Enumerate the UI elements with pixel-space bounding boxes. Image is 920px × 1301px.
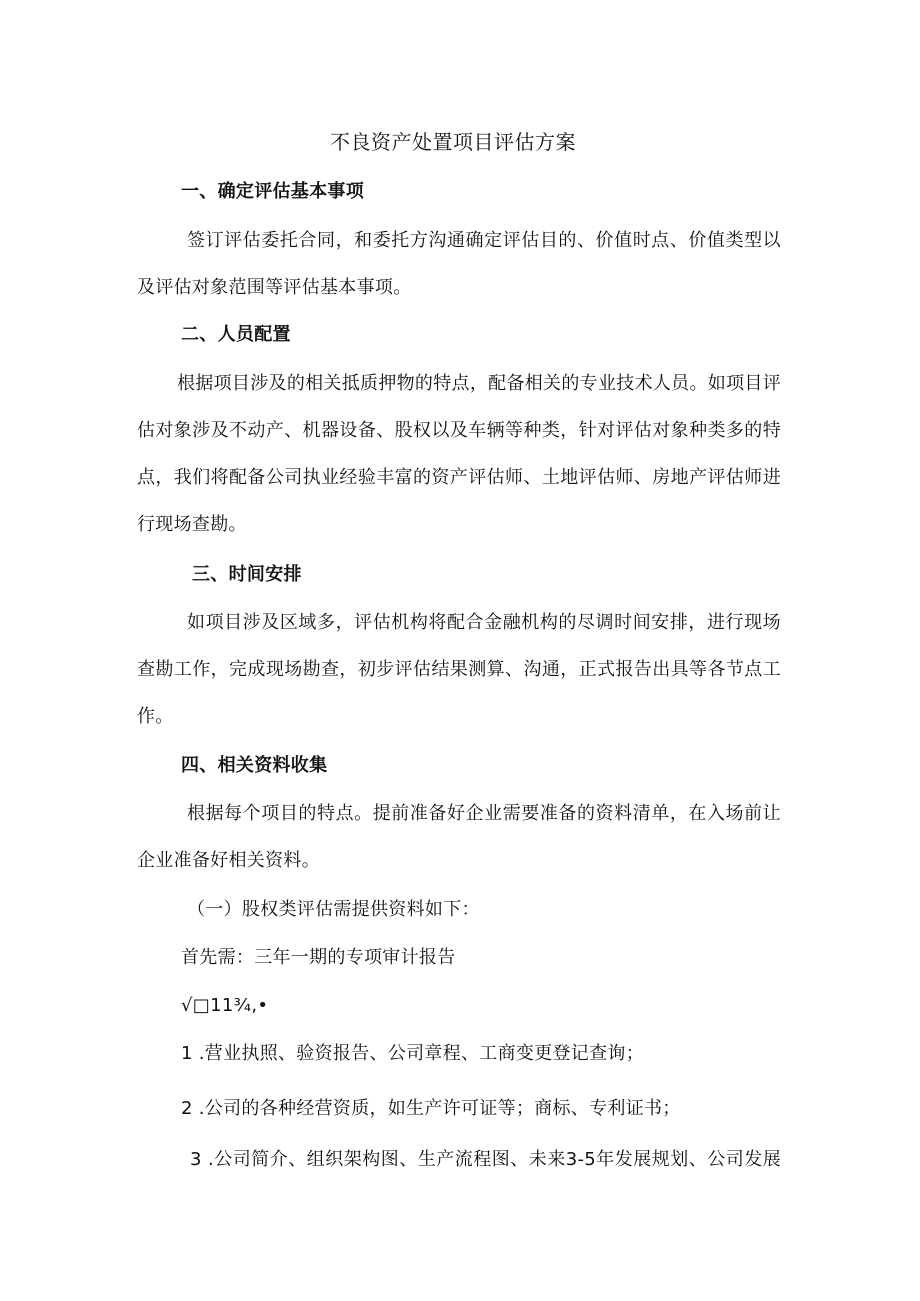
list-item: 1 .营业执照、验资报告、公司章程、工商变更登记查询； (181, 1043, 644, 1064)
paragraph-line: 及评估对象范围等评估基本事项。 (137, 277, 412, 298)
section-heading-1: 一、确定评估基本事项 (181, 181, 364, 202)
paragraph-line: 企业准备好相关资料。 (137, 850, 320, 871)
garbled-text: √□11¾,• (181, 995, 269, 1016)
paragraph-line: 签订评估委托合同，和委托方沟通确定评估目的、价值时点、价值类型以 (187, 230, 781, 251)
paragraph-line: 估对象涉及不动产、机器设备、股权以及车辆等种类，针对评估对象种类多的特 (137, 420, 781, 441)
paragraph-line: 查勘工作，完成现场勘查，初步评估结果测算、沟通，正式报告出具等各节点工 (137, 659, 781, 680)
paragraph-line: 首先需：三年一期的专项审计报告 (181, 947, 456, 968)
document-title: 不良资产处置项目评估方案 (330, 130, 576, 154)
section-heading-3: 三、时间安排 (192, 564, 302, 585)
paragraph-line: 点，我们将配备公司执业经验丰富的资产评估师、土地评估师、房地产评估师进 (137, 467, 781, 488)
paragraph-line: 如项目涉及区域多，评估机构将配合金融机构的尽调时间安排，进行现场 (187, 612, 781, 633)
paragraph-line: 作。 (137, 706, 174, 727)
paragraph-line: 根据项目涉及的相关抵质押物的特点，配备相关的专业技术人员。如项目评 (177, 373, 781, 394)
paragraph-line: 根据每个项目的特点。提前准备好企业需要准备的资料清单，在入场前让 (187, 803, 781, 824)
list-item: 2 .公司的各种经营资质，如生产许可证等；商标、专利证书； (181, 1098, 681, 1119)
paragraph-line: 行现场查勘。 (137, 514, 247, 535)
section-heading-4: 四、相关资料收集 (181, 755, 328, 776)
section-heading-2: 二、人员配置 (181, 324, 291, 345)
list-item: 3 .公司简介、组织架构图、生产流程图、未来3-5年发展规划、公司发展 (190, 1149, 781, 1170)
subsection-heading: （一）股权类评估需提供资料如下： (187, 899, 480, 920)
